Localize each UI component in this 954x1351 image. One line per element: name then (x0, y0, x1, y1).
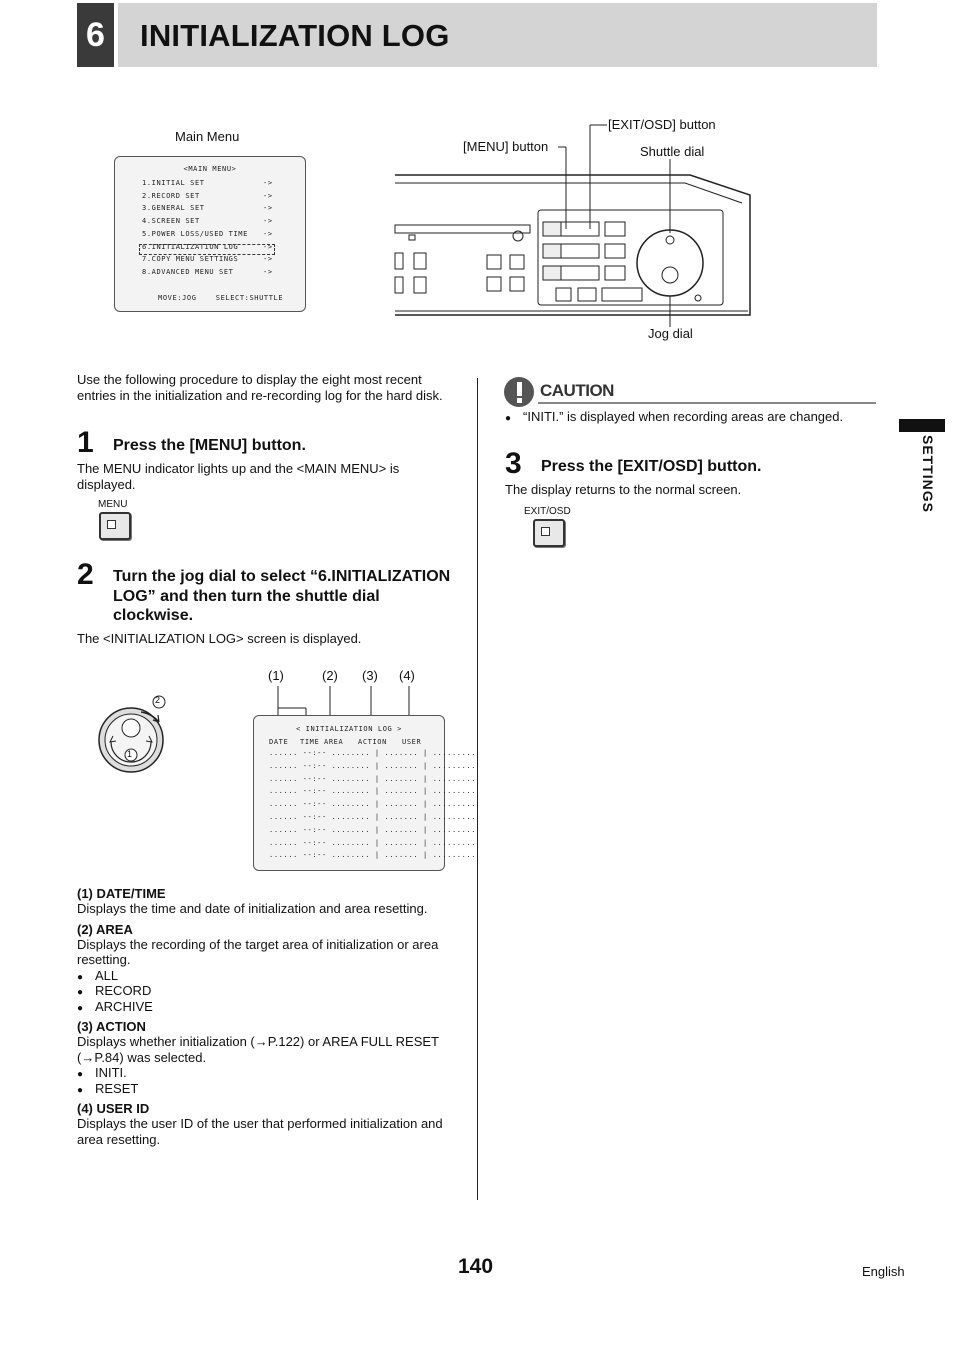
step-1-title: Press the [MENU] button. (113, 437, 306, 454)
step-2-title: Turn the jog dial to select “6.INITIALIZATION LOG” and then turn the shuttle dial clockwise. (113, 568, 451, 624)
menu-key-label: MENU (98, 499, 128, 510)
definition-user-id (77, 1101, 452, 1147)
log-row: ...... --:-- ........ | ....... | ......... (269, 787, 477, 796)
definition-text: Displays the user ID of the user that performed initialization and area resetting. (77, 1116, 443, 1147)
step-1-description: The MENU indicator lights up and the <MAIN MENU> is displayed. (77, 461, 400, 492)
main-menu-item-arrow: -> (263, 267, 273, 276)
log-row: ...... --:-- ........ | ....... | ......... (269, 851, 477, 860)
step-3-title: Press the [EXIT/OSD] button. (541, 458, 762, 475)
initialization-log-screen (253, 715, 477, 871)
main-menu-item-arrow: -> (263, 179, 273, 187)
caution-icon (504, 376, 536, 408)
step-3-description: The display returns to the normal screen. (505, 482, 742, 497)
main-menu-item: 3.GENERAL SET (142, 204, 205, 213)
log-header-user: USER (402, 738, 422, 746)
log-header-action: ACTION (358, 738, 387, 746)
front-panel-illustration (380, 115, 770, 350)
exit-osd-button-callout: [EXIT/OSD] button (608, 117, 716, 132)
main-menu-item-arrow: -> (263, 217, 273, 226)
definition-heading: (2) AREA (77, 921, 133, 937)
side-tab-label: SETTINGS (920, 435, 936, 514)
log-row: ...... --:-- ........ | ....... | ......... (269, 761, 477, 770)
step-2-number: 2 (77, 558, 94, 591)
main-menu-label: Main Menu (175, 129, 240, 144)
main-menu-item-arrow: -> (263, 229, 273, 238)
page-number: 140 (458, 1255, 494, 1278)
definition-text: Displays the recording of the target area of initialization or area resetting. (77, 936, 439, 967)
dial-mark-shuttle: 2 (155, 695, 161, 705)
main-menu-item: 4.SCREEN SET (142, 217, 200, 226)
definition-bullet: ● ARCHIVE (77, 999, 452, 1015)
definition-action (77, 1019, 452, 1096)
log-header-time: TIME (300, 738, 320, 746)
menu-key-icon (99, 512, 131, 540)
callout-4: (4) (399, 668, 415, 683)
exit-osd-key-icon (533, 519, 565, 547)
log-row: ...... --:-- ........ | ....... | ......... (269, 813, 477, 821)
chapter-number: 6 (77, 3, 114, 67)
main-menu-item: 8.ADVANCED MENU SET (142, 267, 234, 276)
main-menu-item-arrow: -> (263, 255, 273, 264)
exit-osd-key-label: EXIT/OSD (524, 506, 571, 517)
main-menu-screen-footer: MOVE:JOG SELECT:SHUTTLE (158, 294, 284, 302)
callout-1: (1) (268, 668, 284, 683)
caution-bullet: ● “INITI.” is displayed when recording areas are changed. (505, 409, 898, 425)
log-row: ...... --:-- ........ | ....... | ......... (269, 774, 477, 783)
definition-area (77, 922, 452, 1015)
jog-dial-callout: Jog dial (648, 326, 693, 341)
definition-bullet: ● RESET (77, 1081, 452, 1097)
shuttle-dial-callout: Shuttle dial (640, 144, 705, 159)
main-menu-item-arrow: -> (263, 204, 273, 213)
callout-2: (2) (322, 668, 338, 683)
definition-heading: (3) ACTION (77, 1019, 146, 1034)
chapter-title: INITIALIZATION LOG (140, 18, 450, 53)
log-row: ...... --:-- ........ | ....... | ......... (269, 825, 477, 834)
definition-heading: (4) USER ID (77, 1101, 150, 1116)
log-row: ...... --:-- ........ | ....... | ......... (269, 800, 477, 809)
step-2-description: The <INITIALIZATION LOG> screen is displayed. (77, 631, 362, 646)
main-menu-item-arrow: -> (263, 191, 273, 200)
main-menu-item-arrow: -> (263, 242, 273, 251)
menu-selection-highlight (139, 244, 275, 255)
column-divider (477, 378, 478, 1200)
log-row: ...... --:-- ........ | ....... | ......... (269, 749, 477, 757)
definition-text: Displays the time and date of initialization and area resetting. (77, 901, 428, 916)
definition-bullet: ● INITI. (77, 1065, 452, 1081)
definition-date-time (77, 886, 452, 917)
definition-text: Displays whether initialization (→P.122) or AREA FULL RESET (→P.84) was selected. (77, 1034, 439, 1065)
log-header-area: AREA (324, 738, 344, 746)
caution-label: CAUTION (540, 381, 614, 400)
definition-bullet: ● ALL (77, 968, 452, 984)
log-header-date: DATE (269, 738, 289, 746)
main-menu-item: 6.INITIALIZATION LOG (142, 242, 239, 251)
log-screen-title: < INITIALIZATION LOG > (296, 725, 402, 733)
step-3-number: 3 (505, 447, 522, 480)
main-menu-item: 1.INITIAL SET (142, 179, 205, 187)
footer-language: English (862, 1264, 905, 1279)
callout-3: (3) (362, 668, 378, 683)
caution-rule (538, 402, 876, 404)
log-row: ...... --:-- ........ | ....... | ......... (269, 838, 477, 847)
jog-shuttle-dial-icon (93, 690, 173, 780)
main-menu-item: 2.RECORD SET (142, 191, 200, 200)
menu-button-callout: [MENU] button (463, 139, 549, 154)
main-menu-screen (114, 156, 306, 312)
side-tab-marker (899, 419, 945, 432)
definitions-list (77, 886, 452, 1147)
main-menu-screen-title: <MAIN MENU> (183, 165, 237, 173)
step-1-number: 1 (77, 426, 94, 459)
definition-bullet: ● RECORD (77, 983, 452, 999)
main-menu-item: 5.POWER LOSS/USED TIME (142, 229, 248, 238)
dial-mark-jog: 1 (127, 749, 133, 759)
definition-heading: (1) DATE/TIME (77, 886, 166, 901)
intro-text: Use the following procedure to display the eight most recent entries in the initialization and re-recording log for the hard disk. (77, 372, 443, 403)
main-menu-item: 7.COPY MENU SETTINGS (142, 255, 239, 264)
